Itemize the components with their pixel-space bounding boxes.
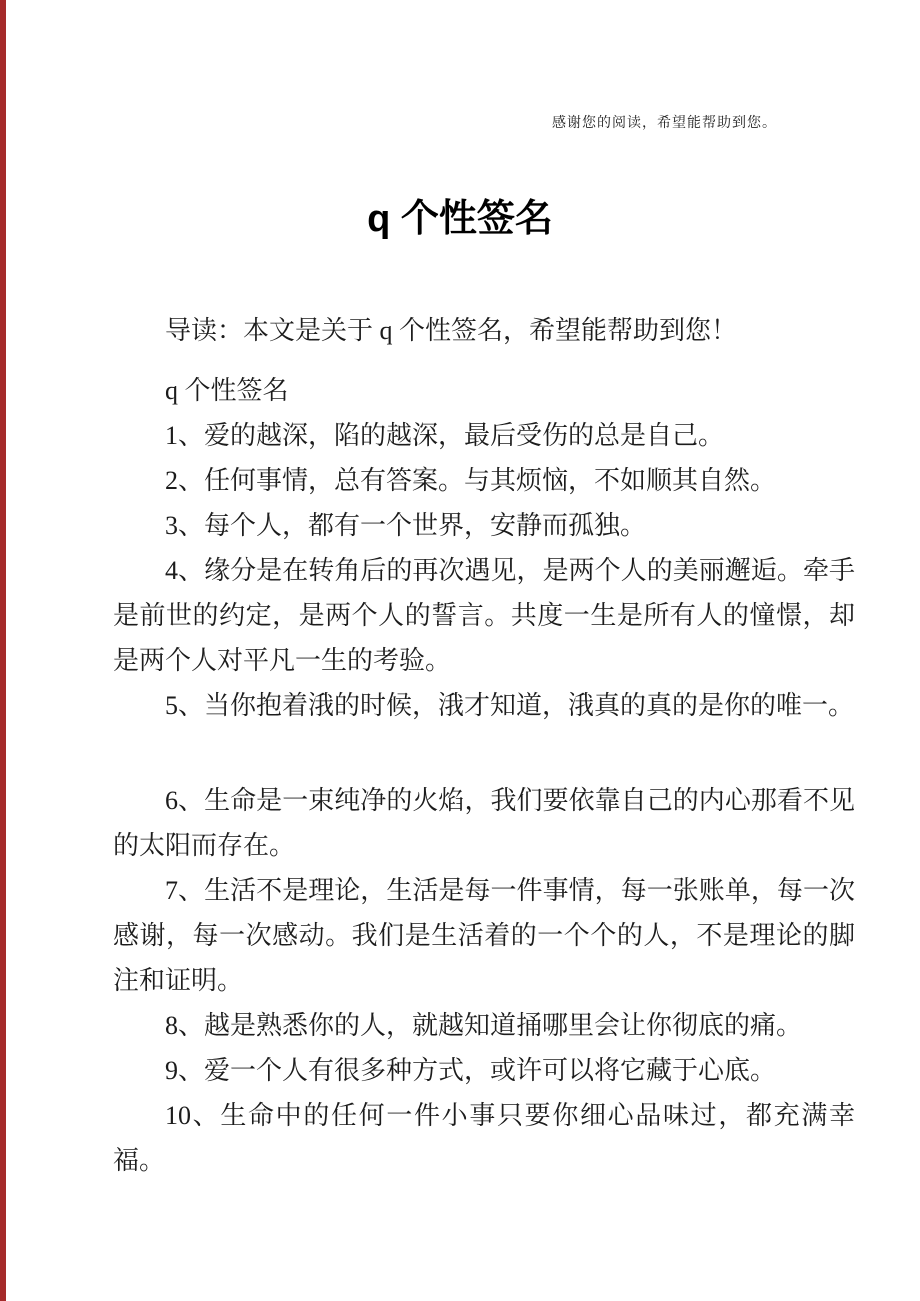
paragraph: 3、每个人，都有一个世界，安静而孤独。 xyxy=(165,511,647,540)
document-body xyxy=(113,308,855,1183)
document-title: q 个性签名 xyxy=(367,198,553,240)
paragraph: 4、缘分是在转角后的再次遇见，是两个人的美丽邂逅。牵手是前世的约定，是两个人的誓言。共度一生是所有人的憧憬，却是两个人对平凡一生的考验。 xyxy=(113,556,855,675)
header-note: 感谢您的阅读，希望能帮助到您。 xyxy=(552,116,777,131)
paragraph: 5、当你抱着涐的时候，涐才知道，涐真的真的是你的唯一。 xyxy=(165,691,855,720)
paragraph: q 个性签名 xyxy=(165,376,289,405)
paragraph: 2、任何事情，总有答案。与其烦恼，不如顺其自然。 xyxy=(165,466,777,495)
paragraph: 导读：本文是关于 q 个性签名，希望能帮助到您！ xyxy=(165,316,738,345)
paragraph: 7、生活不是理论，生活是每一件事情，每一张账单，每一次感谢，每一次感动。我们是生活着的一个个的人，不是理论的脚注和证明。 xyxy=(113,876,855,995)
paragraph: 1、爱的越深，陷的越深，最后受伤的总是自己。 xyxy=(165,421,725,450)
left-red-border xyxy=(0,0,6,1301)
paragraph: 9、爱一个人有很多种方式，或许可以将它藏于心底。 xyxy=(165,1056,777,1085)
paragraph: 10、生命中的任何一件小事只要你细心品味过，都充满幸福。 xyxy=(113,1101,855,1175)
paragraph: 6、生命是一束纯净的火焰，我们要依靠自己的内心那看不见的太阳而存在。 xyxy=(113,786,855,860)
paragraph: 8、越是熟悉你的人，就越知道捅哪里会让你彻底的痛。 xyxy=(165,1011,803,1040)
